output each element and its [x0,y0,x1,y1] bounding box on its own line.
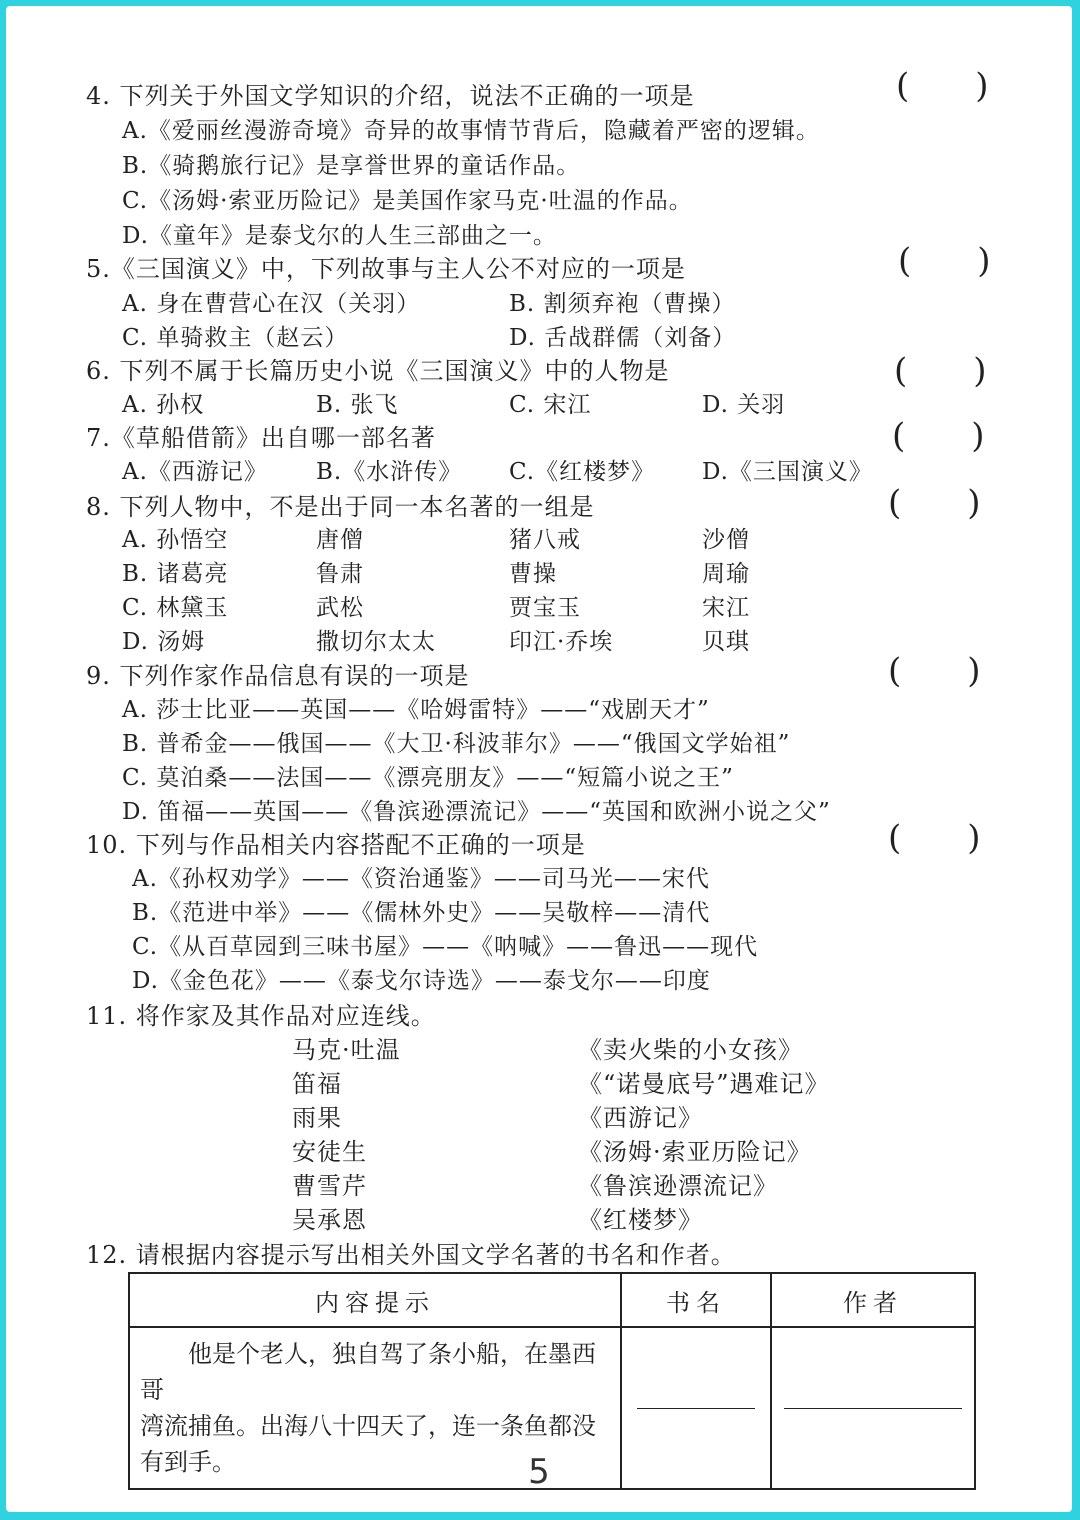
q8-cell: 鲁肃 [316,561,364,587]
q10-option-b: B.《范进中举》——《儒林外史》——吴敬梓——清代 [132,900,711,926]
q10-stem: 10. 下列与作品相关内容搭配不正确的一项是 [86,831,586,859]
q5-option-d: D. 舌战群儒（刘备） [509,325,737,351]
q8-cell: A. 孙悟空 [122,527,229,553]
q11-author: 雨果 [292,1104,342,1132]
q8-cell: 沙僧 [702,527,750,553]
q9-option-b: B. 普希金——俄国——《大卫·科波菲尔》——“俄国文学始祖” [122,731,791,757]
q6-stem: 6. 下列不属于长篇历史小说《三国演义》中的人物是 [86,357,670,385]
author-blank[interactable] [784,1408,962,1409]
q10-option-d: D.《金色花》——《泰戈尔诗选》——泰戈尔——印度 [132,968,711,994]
q8-cell: 曹操 [509,561,557,587]
q4-option-a: A.《爱丽丝漫游奇境》奇异的故事情节背后，隐藏着严密的逻辑。 [122,118,820,144]
q6-option-b: B. 张飞 [316,392,399,418]
q12-stem: 12. 请根据内容提示写出相关外国文学名著的书名和作者。 [86,1241,736,1269]
q7-option-c: C.《红楼梦》 [509,459,656,485]
q8-cell: 贾宝玉 [509,595,581,621]
q4-option-c: C.《汤姆·索亚历险记》是美国作家马克·吐温的作品。 [122,188,693,214]
q6-option-c: C. 宋江 [509,392,592,418]
q6-option-a: A. 孙权 [122,392,205,418]
q11-work: 《汤姆·索亚历险记》 [578,1138,812,1166]
book-title-blank[interactable] [637,1408,755,1409]
q11-work: 《卖火柴的小女孩》 [578,1036,803,1064]
q5-stem: 5.《三国演义》中，下列故事与主人公不对应的一项是 [86,255,686,283]
q9-option-c: C. 莫泊桑——法国——《漂亮朋友》——“短篇小说之王” [122,765,734,791]
q9-stem: 9. 下列作家作品信息有误的一项是 [86,662,470,690]
q7-answer-paren: ( ) [892,416,985,456]
q8-cell: 周瑜 [702,561,750,587]
q4-option-d: D.《童年》是泰戈尔的人生三部曲之一。 [122,223,557,249]
q7-option-d: D.《三国演义》 [702,459,873,485]
q5-option-a: A. 身在曹营心在汉（关羽） [122,291,421,317]
header-author: 作者 [771,1273,975,1327]
q11-author: 笛福 [292,1070,342,1098]
q9-answer-paren: ( ) [888,651,981,691]
q8-cell: 撒切尔太太 [316,629,436,655]
q8-answer-paren: ( ) [888,483,981,523]
q11-work: 《红楼梦》 [578,1206,703,1234]
q11-author: 马克·吐温 [292,1036,401,1064]
q5-option-c: C. 单骑救主（赵云） [122,325,349,351]
q8-cell: C. 林黛玉 [122,595,229,621]
header-book-title: 书名 [621,1273,771,1327]
q6-option-d: D. 关羽 [702,392,786,418]
q7-option-b: B.《水浒传》 [316,459,463,485]
q11-work: 《西游记》 [578,1104,703,1132]
q11-stem: 11. 将作家及其作品对应连线。 [86,1002,436,1030]
q8-cell: 宋江 [702,595,750,621]
q8-cell: 唐僧 [316,527,364,553]
q9-option-a: A. 莎士比亚——英国——《哈姆雷特》——“戏剧天才” [122,697,710,723]
page-number: 5 [528,1452,550,1492]
q11-work: 《鲁滨逊漂流记》 [578,1172,778,1200]
q10-option-c: C.《从百草园到三味书屋》——《呐喊》——鲁迅——现代 [132,934,759,960]
q11-work: 《“诺曼底号”遇难记》 [578,1070,830,1098]
header-content-hint: 内容提示 [129,1273,621,1327]
q8-cell: 印江·乔埃 [509,629,614,655]
worksheet-page [6,6,1072,1512]
q8-cell: B. 诸葛亮 [122,561,229,587]
hint-text: 他是个老人，独自驾了条小船，在墨西哥 湾流捕鱼。出海八十四天了，连一条鱼都没 有到手。 [129,1327,621,1489]
q4-stem: 4. 下列关于外国文学知识的介绍，说法不正确的一项是 [86,82,695,110]
q5-answer-paren: ( ) [898,241,991,281]
q6-answer-paren: ( ) [894,351,987,391]
q10-option-a: A.《孙权劝学》——《资治通鉴》——司马光——宋代 [132,866,710,892]
q9-option-d: D. 笛福——英国——《鲁滨逊漂流记》——“英国和欧洲小说之父” [122,799,831,825]
q10-answer-paren: ( ) [888,818,981,858]
q5-option-b: B. 割须弃袍（曹操） [509,291,736,317]
q4-answer-paren: ( ) [896,66,989,106]
q8-stem: 8. 下列人物中，不是出于同一本名著的一组是 [86,493,595,521]
q4-option-b: B.《骑鹅旅行记》是享誉世界的童话作品。 [122,153,581,179]
q8-cell: 猪八戒 [509,527,581,553]
q11-author: 安徒生 [292,1138,367,1166]
q8-cell: 贝琪 [702,629,750,655]
q7-stem: 7.《草船借箭》出自哪一部名著 [86,424,436,452]
q11-author: 曹雪芹 [292,1172,367,1200]
q8-cell: 武松 [316,595,364,621]
q8-cell: D. 汤姆 [122,629,206,655]
q7-option-a: A.《西游记》 [122,459,268,485]
q11-author: 吴承恩 [292,1206,367,1234]
